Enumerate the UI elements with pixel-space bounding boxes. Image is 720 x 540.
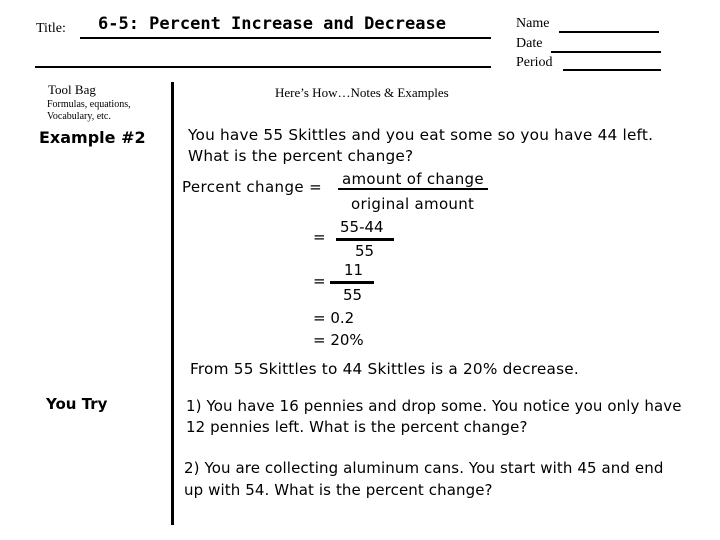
formula-denominator: original amount: [351, 195, 475, 213]
step1-fraction-bar: [336, 238, 394, 241]
tool-bag-label: Tool Bag: [48, 82, 96, 97]
try1-line-2: 12 pennies left. What is the percent change?: [186, 418, 528, 436]
date-field-line: [551, 51, 661, 53]
title-underline-2: [35, 66, 491, 68]
name-label: Name: [516, 16, 550, 31]
column-divider: [171, 82, 174, 525]
notes-heading: Here’s How…Notes & Examples: [275, 85, 449, 100]
step2-equals: =: [313, 272, 326, 290]
name-field-line: [559, 31, 659, 33]
try2-line-2: up with 54. What is the percent change?: [184, 481, 493, 499]
step2-denominator: 55: [343, 286, 363, 304]
step1-numerator: 55-44: [340, 218, 384, 236]
you-try-heading: You Try: [46, 395, 108, 413]
step1-denominator: 55: [355, 242, 375, 260]
formula-fraction-bar: [338, 188, 488, 190]
problem-line-2: What is the percent change?: [188, 147, 414, 165]
step2-numerator: 11: [344, 261, 364, 279]
period-label: Period: [516, 55, 553, 70]
formulas-label: Formulas, equations,: [47, 99, 131, 110]
step2-fraction-bar: [330, 281, 374, 284]
step1-equals: =: [313, 228, 326, 246]
vocabulary-label: Vocabulary, etc.: [47, 111, 111, 122]
date-label: Date: [516, 36, 543, 51]
page-title: 6-5: Percent Increase and Decrease: [98, 14, 446, 34]
title-underline: [80, 37, 491, 39]
step4-result: = 20%: [313, 331, 364, 349]
step3-result: = 0.2: [313, 309, 355, 327]
formula-label: Percent change =: [182, 178, 323, 196]
problem-line-1: You have 55 Skittles and you eat some so you have 44 left.: [188, 126, 654, 144]
formula-numerator: amount of change: [342, 170, 484, 188]
try2-line-1: 2) You are collecting aluminum cans. You start with 45 and end: [184, 459, 664, 477]
try1-line-1: 1) You have 16 pennies and drop some. You notice you only have: [186, 397, 682, 415]
period-field-line: [563, 69, 661, 71]
title-label: Title:: [36, 21, 66, 36]
example-heading: Example #2: [39, 128, 146, 147]
conclusion-text: From 55 Skittles to 44 Skittles is a 20% decrease.: [190, 360, 579, 378]
